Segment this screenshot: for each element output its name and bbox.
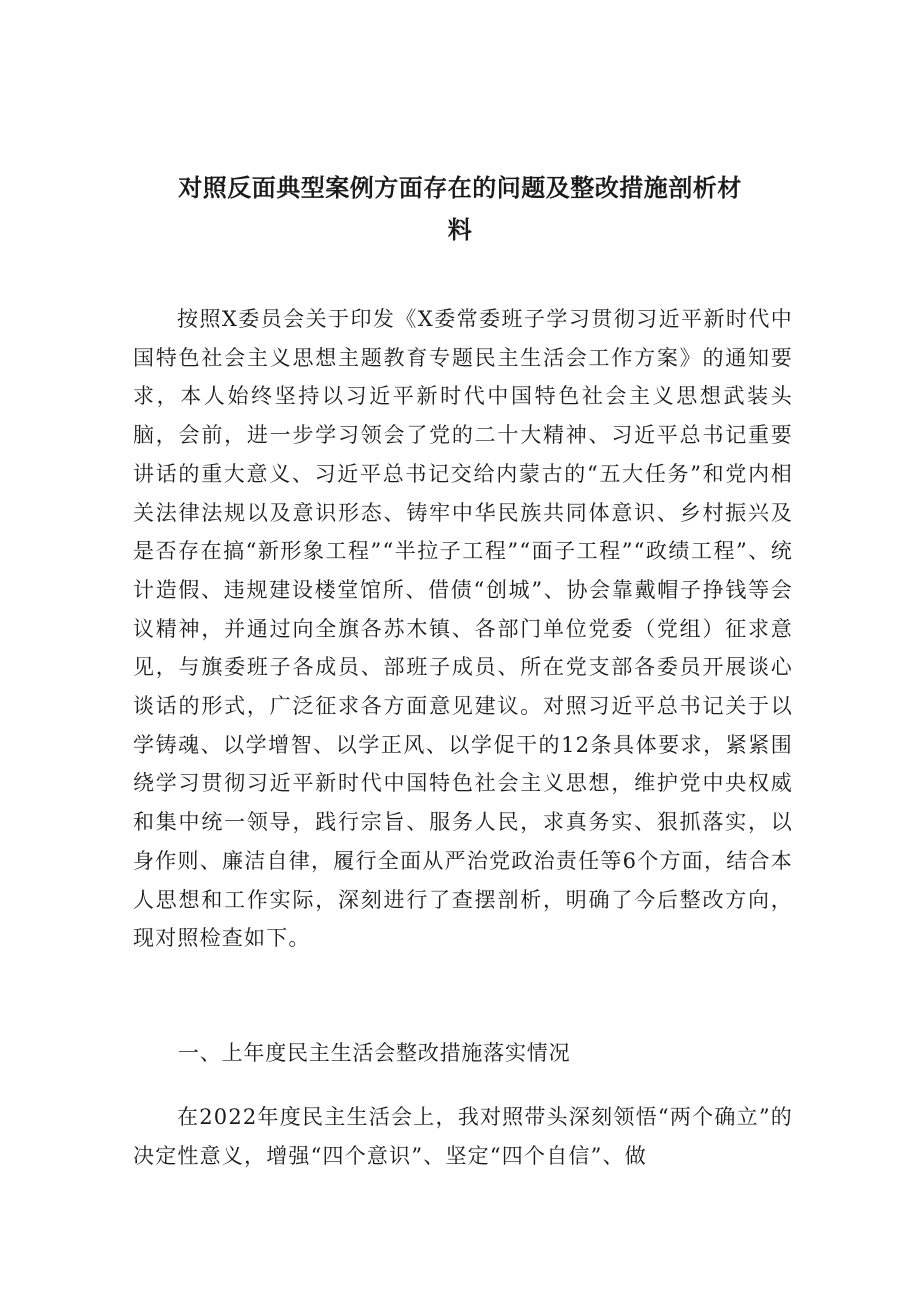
section-heading-1: 一、上年度民主生活会整改措施落实情况	[178, 1041, 571, 1065]
document-title-line-2: 料	[447, 216, 473, 244]
body-paragraph-1: 按照X委员会关于印发《X委常委班子学习贯彻习近平新时代中国特色社会主义思想主题教育专题民主生活会工作方案》的通知要求，本人始终坚持以习近平新时代中国特色社会主义思想武装头脑，会前，进一步学习领会了党的二十大精神、习近平总书记重要讲话的重大意义、习近平总书记交给内蒙古的“五大任务”和党内相关法律法规以及意识形态、铸牢中华民族共同体意识、乡村振兴及是否存在搞“新形象工程”“半拉子工程”“面子工程”“政绩工程”、统计造假、违规建设楼堂馆所、借债“创城”、协会靠戴帽子挣钱等会议精神，并通过向全旗各苏木镇、各部门单位党委（党组）征求意见，与旗委班子各成员、部班子成员、所在党支部各委员开展谈心谈话的形式，广泛征求各方面意见建议。对照习近平总书记关于以学铸魂、以学增智、以学正风、以学促干的12条具体要求，紧紧围绕学习贯彻习近平新时代中国特色社会主义思想，维护党中央权威和集中统一领导，践行宗旨、服务人民，求真务实、狠抓落实，以身作则、廉洁自律，履行全面从严治党政治责任等6个方面，结合本人思想和工作实际，深刻进行了查摆剖析，明确了今后整改方向，现对照检查如下。	[133, 307, 793, 951]
document-title-line-1: 对照反面典型案例方面存在的问题及整改措施剖析材	[178, 174, 742, 202]
body-paragraph-2: 在2022年度民主生活会上，我对照带头深刻领悟“两个确立”的决定性意义，增强“四个意识”、坚定“四个自信”、做	[133, 1105, 793, 1168]
